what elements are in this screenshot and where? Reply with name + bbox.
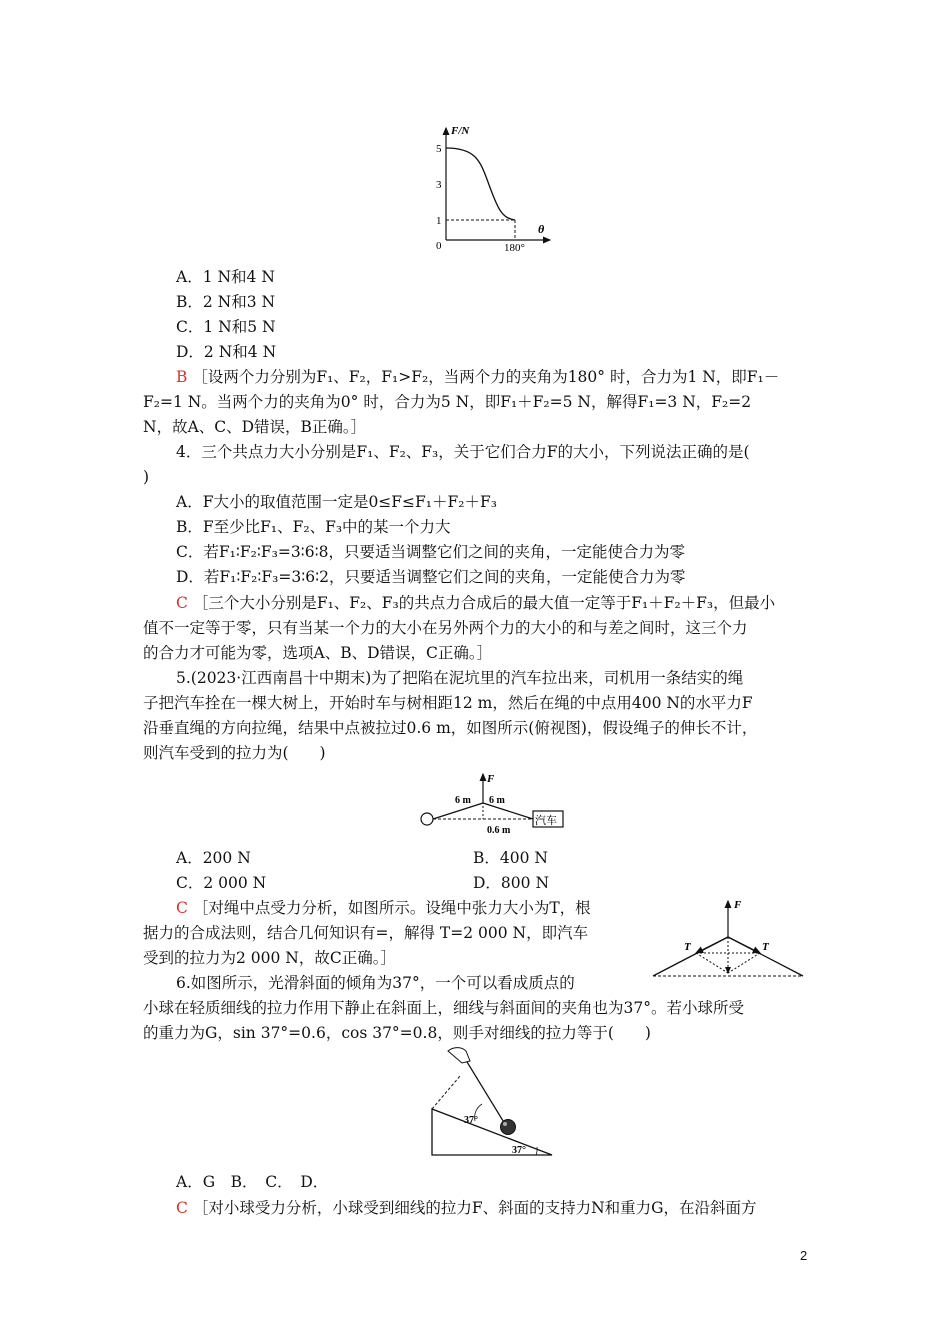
midpoint-force-diagram (650, 895, 810, 980)
y-axis-label: F/N (451, 125, 470, 137)
x-tick-180: 180° (504, 242, 525, 254)
incline-ball-diagram (428, 1047, 558, 1162)
y-tick-5: 5 (436, 143, 442, 155)
q6-stem-line-1: 6.如图所示，光滑斜面的倾角为37°，一个可以看成质点的 (176, 974, 575, 992)
y-tick-3: 3 (436, 179, 442, 191)
tension-left-label: T (684, 941, 691, 953)
angle-bottom-label: 37° (512, 1145, 526, 1156)
page-number: 2 (800, 1248, 808, 1263)
origin-label: 0 (436, 240, 442, 252)
q3-explain-line-3: N，故A、C、D错误，B正确。］ (143, 418, 367, 436)
q4-explain-line-3: 的合力才可能为零，选项A、B、D错误，C正确。］ (143, 644, 493, 662)
rope-car-diagram (415, 770, 575, 840)
q6-stem-line-2: 小球在轻质细线的拉力作用下静止在斜面上，细线与斜面间的夹角也为37°。若小球所受 (143, 999, 744, 1017)
incline-wedge (432, 1109, 552, 1155)
q4-option-b: B．F至少比F₁、F₂、F₃中的某一个力大 (176, 518, 451, 536)
force-label: F (734, 899, 742, 911)
tension-right-label: T (762, 941, 769, 953)
q6-answer: C (176, 1199, 188, 1217)
y-tick-1: 1 (436, 215, 442, 227)
tree-circle (421, 813, 433, 825)
q4-explain-line-2: 值不一定等于零，只有当某一个力的大小在另外两个力的大小的和与差之间时，这三个力 (143, 619, 748, 637)
q5-option-b: B．400 N (473, 849, 548, 867)
q6-explain-line-1: C ［对小球受力分析，小球受到细线的拉力F、斜面的支持力N和重力G，在沿斜面方 (176, 1199, 757, 1217)
q5-stem-line-3: 沿垂直绳的方向拉绳，结果中点被拉过0.6 m，如图所示(俯视图)，假设绳子的伸长不计， (143, 719, 758, 737)
q3-explain-line-1: B ［设两个力分别为F₁、F₂，F₁>F₂，当两个力的夹角为180° 时，合力为1 N，即F₁－ (176, 368, 780, 386)
q5-explain-line-1: C ［对绳中点受力分析，如图所示。设绳中张力大小为T，根 (176, 899, 591, 917)
force-curve (446, 148, 515, 220)
q3-option-d: D．2 N和4 N (176, 343, 277, 361)
q3-option-c: C．1 N和5 N (176, 318, 276, 336)
q5-answer: C (176, 899, 188, 917)
q3-explain-line-2: F₂=1 N。当两个力的夹角为0° 时，合力为5 N，即F₁＋F₂=5 N，解得F₁=3 N，F₂=2 (143, 393, 752, 411)
q6-options: A．G B． C． D． (176, 1173, 329, 1191)
force-angle-graph (420, 120, 560, 255)
q5-stem-line-2: 子把汽车拴在一棵大树上，开始时车与树相距12 m，然后在绳的中点用400 N的水平力F (143, 694, 753, 712)
hand-icon (448, 1048, 470, 1063)
q6-stem-line-3: 的重力为G，sin 37°=0.6，cos 37°=0.8，则手对细线的拉力等于( ) (143, 1024, 651, 1042)
angle-top-label: 37° (464, 1115, 478, 1126)
q4-option-d: D．若F₁∶F₂∶F₃=3∶6∶2，只要适当调整它们之间的夹角，一定能使合力为零 (176, 568, 686, 586)
q4-stem-line-2: ) (143, 468, 150, 486)
car-label: 汽车 (535, 815, 557, 827)
offset-label: 0.6 m (487, 825, 511, 836)
q4-option-a: A．F大小的取值范围一定是0≤F≤F₁＋F₂＋F₃ (176, 493, 497, 511)
q4-stem-line-1: 4．三个共点力大小分别是F₁、F₂、F₃，关于它们合力F的大小，下列说法正确的是( (176, 443, 750, 461)
q5-option-d: D．800 N (473, 874, 550, 892)
q5-stem-line-4: 则汽车受到的拉力为( ) (143, 744, 326, 762)
right-length-label: 6 m (489, 795, 505, 806)
q4-answer: C (176, 594, 188, 612)
force-label: F (487, 773, 495, 785)
q3-option-b: B．2 N和3 N (176, 293, 276, 311)
x-axis-label: θ (538, 222, 545, 236)
q4-option-c: C．若F₁∶F₂∶F₃=3∶6∶8，只要适当调整它们之间的夹角，一定能使合力为零 (176, 543, 685, 561)
q4-explain-line-1: C ［三个大小分别是F₁、F₂、F₃的共点力合成后的最大值一定等于F₁＋F₂＋F₃，但最小 (176, 594, 776, 612)
q5-explain-line-2: 据力的合成法则，结合几何知识有=，解得 T=2 000 N，即汽车 (143, 924, 589, 942)
q5-stem-line-1: 5.(2023·江西南昌十中期末)为了把陷在泥坑里的汽车拉出来，司机用一条结实的绳 (176, 669, 744, 687)
left-length-label: 6 m (455, 795, 471, 806)
q5-option-c: C．2 000 N (176, 874, 267, 892)
q3-answer: B (176, 368, 188, 386)
q5-option-a: A．200 N (176, 849, 251, 867)
ball (501, 1120, 516, 1135)
q5-explain-line-3: 受到的拉力为2 000 N，故C正确。］ (143, 949, 396, 967)
q3-option-a: A．1 N和4 N (176, 268, 275, 286)
